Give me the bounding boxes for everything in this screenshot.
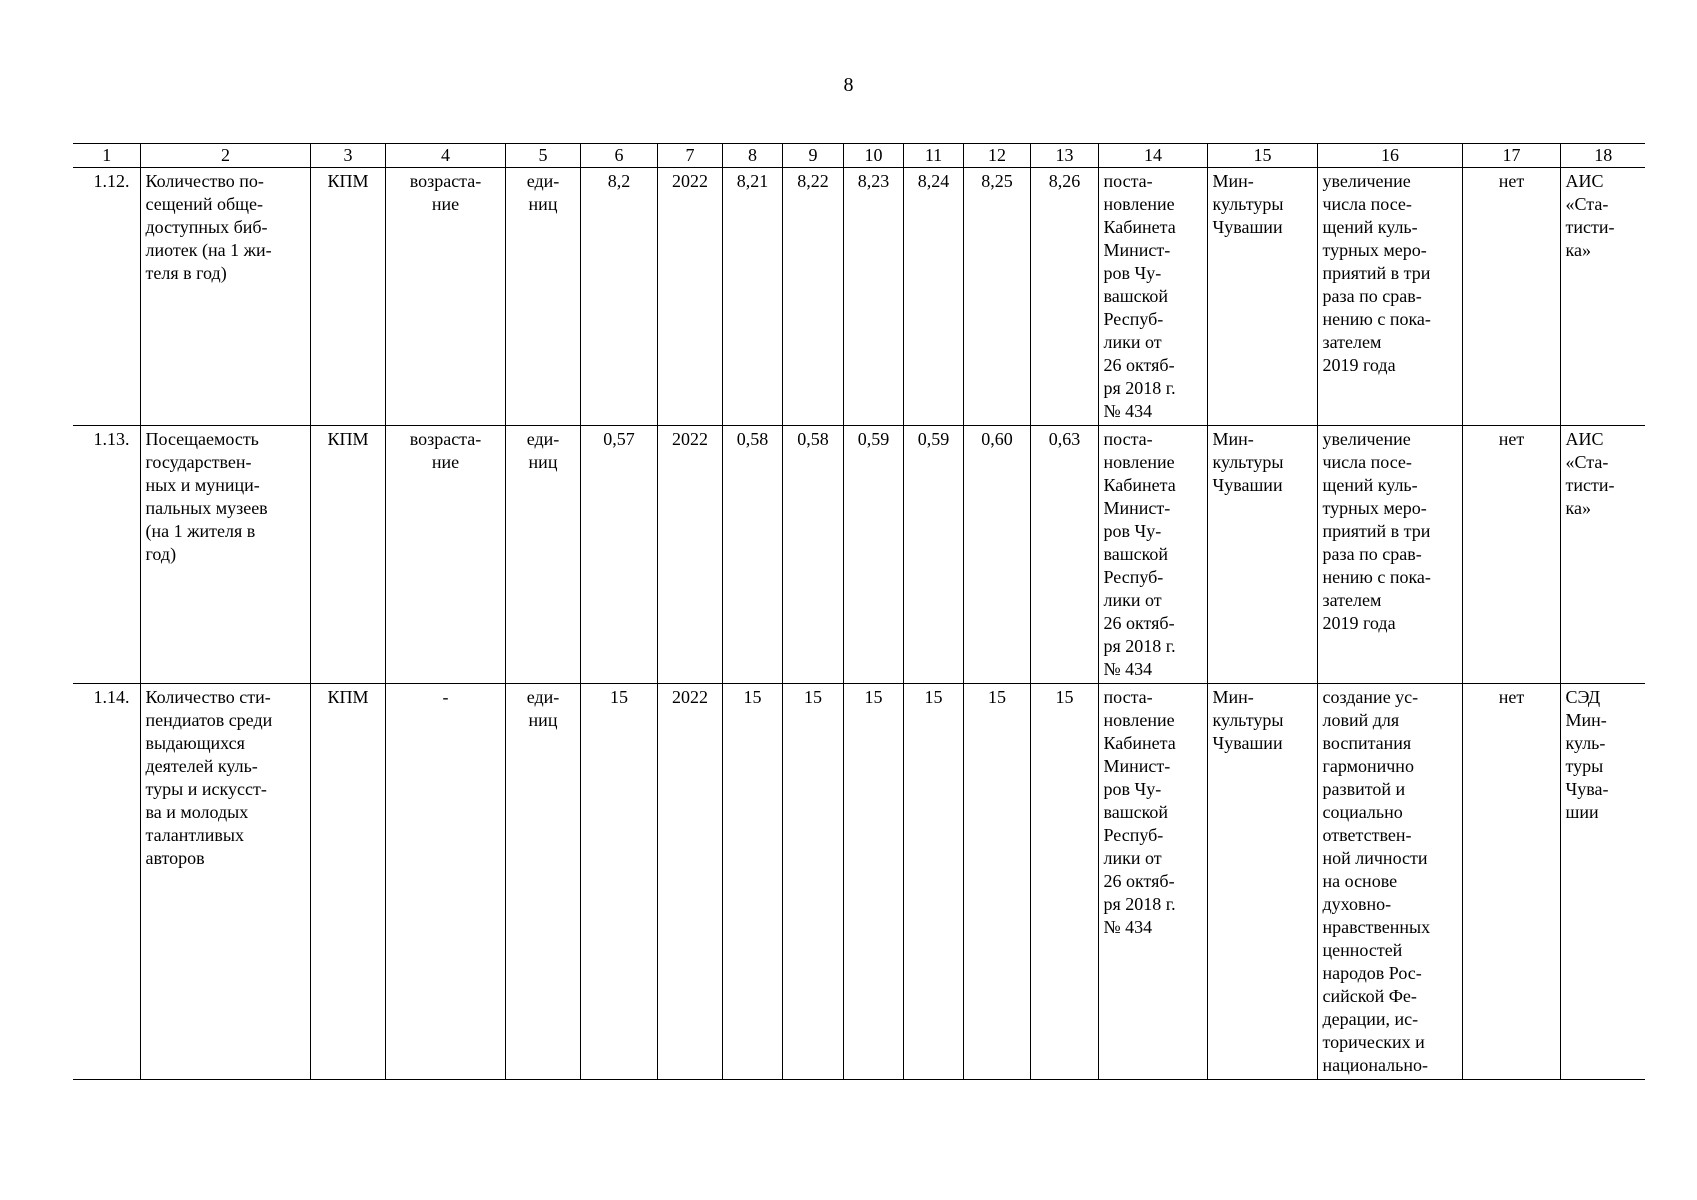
responsible-body: Мин- культуры Чувашии <box>1207 426 1317 684</box>
page-number: 8 <box>843 74 854 96</box>
indicators-table <box>73 143 1645 1080</box>
table-row <box>73 168 1645 426</box>
flag-value: нет <box>1462 426 1560 684</box>
indicator-unit: еди- ниц <box>505 168 580 426</box>
flag-value: нет <box>1462 168 1560 426</box>
indicator-type: КПМ <box>310 684 385 1080</box>
value-col-12: 15 <box>963 684 1030 1080</box>
column-header: 15 <box>1207 144 1317 168</box>
flag-value: нет <box>1462 684 1560 1080</box>
info-source: АИС «Ста- тисти- ка» <box>1560 168 1645 426</box>
base-year: 2022 <box>657 168 722 426</box>
row-number: 1.13. <box>73 426 140 684</box>
value-col-8: 0,58 <box>722 426 782 684</box>
responsible-body: Мин- культуры Чувашии <box>1207 684 1317 1080</box>
value-col-9: 8,22 <box>782 168 843 426</box>
table-header-row <box>73 144 1645 168</box>
value-col-9: 15 <box>782 684 843 1080</box>
basis-document: поста- новление Кабинета Минист- ров Чу- вашской Респуб- лики от 26 октяб- ря 2018 г. № 434 <box>1098 684 1207 1080</box>
table-row <box>73 426 1645 684</box>
indicator-trend: возраста- ние <box>385 426 505 684</box>
column-header: 18 <box>1560 144 1645 168</box>
column-header: 9 <box>782 144 843 168</box>
column-header: 14 <box>1098 144 1207 168</box>
column-header: 17 <box>1462 144 1560 168</box>
indicator-name: Количество сти- пендиатов среди выдающихся деятелей куль- туры и искусст- ва и молодых талантливых авторов <box>140 684 310 1080</box>
value-col-12: 0,60 <box>963 426 1030 684</box>
value-col-13: 0,63 <box>1030 426 1098 684</box>
row-number: 1.14. <box>73 684 140 1080</box>
column-header: 4 <box>385 144 505 168</box>
info-source: СЭД Мин- куль- туры Чува- шии <box>1560 684 1645 1080</box>
column-header: 13 <box>1030 144 1098 168</box>
table-row <box>73 684 1645 1080</box>
value-col-10: 0,59 <box>843 426 903 684</box>
linked-goal: увеличение числа посе- щений куль- турных меро- приятий в три раза по срав- нению с пока- зателем 2019 года <box>1317 168 1462 426</box>
column-header: 11 <box>903 144 963 168</box>
base-value: 8,2 <box>580 168 657 426</box>
base-value: 0,57 <box>580 426 657 684</box>
base-year: 2022 <box>657 426 722 684</box>
column-header: 2 <box>140 144 310 168</box>
value-col-13: 15 <box>1030 684 1098 1080</box>
value-col-8: 15 <box>722 684 782 1080</box>
indicator-unit: еди- ниц <box>505 426 580 684</box>
linked-goal: создание ус- ловий для воспитания гармонично развитой и социально ответствен- ной личности на основе духовно- нравственных ценностей народов Рос- сийской Фе- дерации, ис- торических и национально- <box>1317 684 1462 1080</box>
value-col-10: 8,23 <box>843 168 903 426</box>
indicator-type: КПМ <box>310 168 385 426</box>
value-col-9: 0,58 <box>782 426 843 684</box>
column-header: 8 <box>722 144 782 168</box>
value-col-12: 8,25 <box>963 168 1030 426</box>
value-col-11: 0,59 <box>903 426 963 684</box>
base-year: 2022 <box>657 684 722 1080</box>
indicator-name: Посещаемость государствен- ных и муници- пальных музеев (на 1 жителя в год) <box>140 426 310 684</box>
responsible-body: Мин- культуры Чувашии <box>1207 168 1317 426</box>
basis-document: поста- новление Кабинета Минист- ров Чу- вашской Респуб- лики от 26 октяб- ря 2018 г. № 434 <box>1098 168 1207 426</box>
column-header: 12 <box>963 144 1030 168</box>
info-source: АИС «Ста- тисти- ка» <box>1560 426 1645 684</box>
base-value: 15 <box>580 684 657 1080</box>
value-col-10: 15 <box>843 684 903 1080</box>
indicator-trend: возраста- ние <box>385 168 505 426</box>
indicator-type: КПМ <box>310 426 385 684</box>
value-col-11: 15 <box>903 684 963 1080</box>
indicator-unit: еди- ниц <box>505 684 580 1080</box>
row-number: 1.12. <box>73 168 140 426</box>
column-header: 16 <box>1317 144 1462 168</box>
value-col-13: 8,26 <box>1030 168 1098 426</box>
column-header: 10 <box>843 144 903 168</box>
indicator-trend: - <box>385 684 505 1080</box>
linked-goal: увеличение числа посе- щений куль- турных меро- приятий в три раза по срав- нению с пока- зателем 2019 года <box>1317 426 1462 684</box>
column-header: 1 <box>73 144 140 168</box>
basis-document: поста- новление Кабинета Минист- ров Чу- вашской Респуб- лики от 26 октяб- ря 2018 г. № 434 <box>1098 426 1207 684</box>
value-col-11: 8,24 <box>903 168 963 426</box>
column-header: 5 <box>505 144 580 168</box>
value-col-8: 8,21 <box>722 168 782 426</box>
column-header: 7 <box>657 144 722 168</box>
indicator-name: Количество по- сещений обще- доступных биб- лиотек (на 1 жи- теля в год) <box>140 168 310 426</box>
column-header: 3 <box>310 144 385 168</box>
column-header: 6 <box>580 144 657 168</box>
